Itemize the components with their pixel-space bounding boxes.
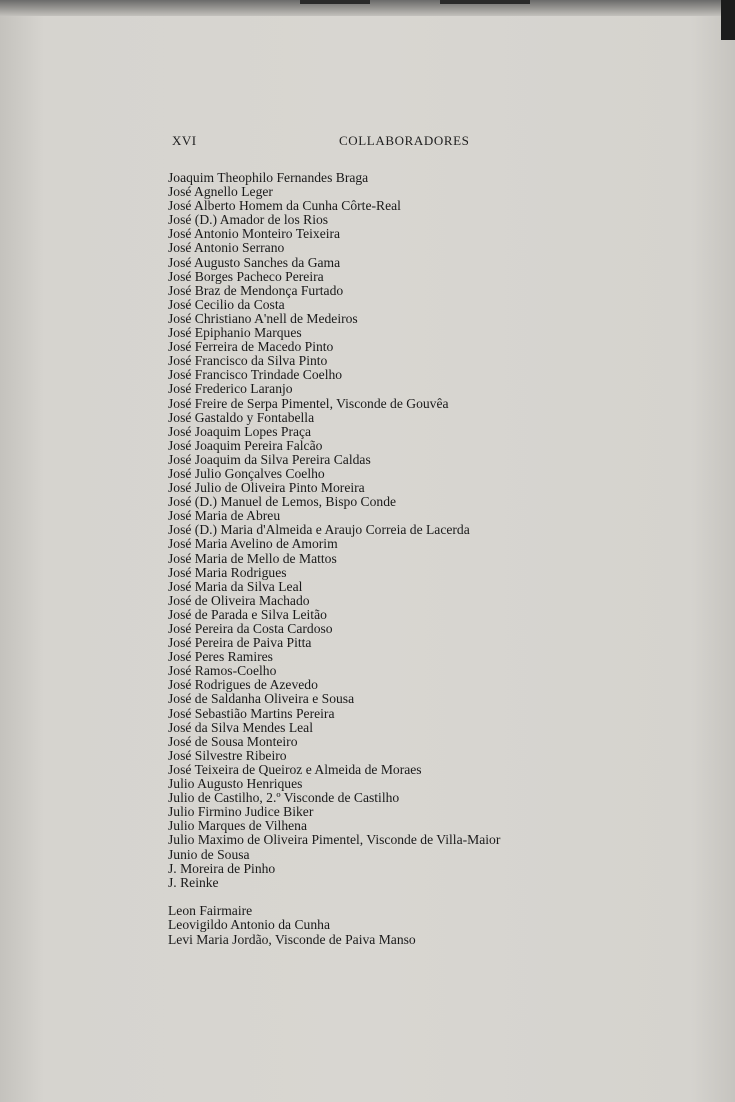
contributor-name: José de Oliveira Machado [168,592,310,608]
contributors-list [168,171,688,947]
contributor-name: Joaquim Theophilo Fernandes Braga [168,170,369,185]
contributor-name: Levi Maria Jordão, Visconde de Paiva Manso [168,931,416,947]
contributor-name: Julio Marques de Vilhena [168,818,307,834]
contributor-name: José (D.) Amador de los Rios [168,212,329,228]
contributors-group-l [168,904,688,946]
contributor-name: José Cecilio da Costa [168,296,285,312]
section-title: COLLABORADORES [339,133,470,148]
contributor-name: J. Moreira de Pinho [168,860,276,876]
contributors-group-j [168,171,688,890]
contributor-name: José Pereira de Paiva Pitta [168,635,312,651]
contributor-name: José Alberto Homem da Cunha Côrte-Real [168,198,401,214]
contributor-name: Julio Augusto Henriques [168,776,303,792]
contributor-name: José Maria Rodrigues [168,564,287,580]
contributor-name: José de Saldanha Oliveira e Sousa [168,691,355,707]
contributor-name: Julio de Castilho, 2.º Visconde de Castilho [168,790,400,806]
contributor-name: José Gastaldo y Fontabella [168,409,315,425]
page-number: XVI [172,133,197,148]
page-corner-shadow [721,0,735,40]
contributor-name: José (D.) Maria d'Almeida e Araujo Correia de Lacerda [168,522,470,538]
contributor-name: José Sebastião Martins Pereira [168,705,335,721]
contributor-name: José Augusto Sanches da Gama [168,254,341,270]
contributor-name: José Joaquim Pereira Falcão [168,437,323,453]
contributor-name: José Borges Pacheco Pereira [168,268,324,284]
contributor-name: José Francisco da Silva Pinto [168,353,328,369]
contributor-name: José Epiphanio Marques [168,325,302,341]
contributor-name: José Rodrigues de Azevedo [168,677,318,693]
contributor-name: José Christiano A'nell de Medeiros [168,310,358,326]
contributor-name: José Joaquim Lopes Praça [168,423,312,439]
contributor-name: Leovigildo Antonio da Cunha [168,917,330,933]
contributor-name: Junio de Sousa [168,846,250,862]
contributor-name: José de Parada e Silva Leitão [168,606,327,622]
contributor-name: José Peres Ramires [168,649,273,665]
contributor-name: José Francisco Trindade Coelho [168,367,343,383]
contributor-name: José Julio Gonçalves Coelho [168,465,325,481]
contributor-name: José Teixeira de Queiroz e Almeida de Moraes [168,761,422,777]
contributor-name: José Ferreira de Macedo Pinto [168,339,334,355]
contributor-name: José Antonio Serrano [168,240,285,256]
contributor-name: José Pereira da Costa Cardoso [168,621,333,636]
contributor-name: José Maria da Silva Leal [168,578,303,594]
contributor-name: José Maria de Mello de Mattos [168,550,337,566]
contributor-name: J. Reinke [168,874,219,890]
contributor-name: José Maria Avelino de Amorim [168,536,338,552]
contributor-name: José Joaquim da Silva Pereira Caldas [168,451,371,467]
contributor-name: José Agnello Leger [168,184,273,200]
contributor-name: José Maria de Abreu [168,508,281,524]
contributor-name: José Antonio Monteiro Teixeira [168,226,341,242]
contributor-name: José da Silva Mendes Leal [168,719,313,735]
contributor-name: José Silvestre Ribeiro [168,747,287,763]
contributor-name: Leon Fairmaire [168,903,253,919]
page-top-edge [0,0,735,16]
group-spacer [168,890,688,905]
binding-mark [300,0,370,4]
contributor-name: José Frederico Laranjo [168,381,293,397]
running-head [172,133,502,151]
binding-mark [440,0,530,4]
contributor-name: José de Sousa Monteiro [168,733,298,749]
contributor-name: José Braz de Mendonça Furtado [168,282,344,298]
contributor-name: Julio Firmino Judice Biker [168,804,314,820]
contributor-name: José Julio de Oliveira Pinto Moreira [168,480,365,496]
contributor-name: José Ramos-Coelho [168,663,277,679]
contributor-name: José Freire de Serpa Pimentel, Visconde de Gouvêa [168,395,449,411]
contributor-name: Julio Maximo de Oliveira Pimentel, Visconde de Villa-Maior [168,832,501,848]
contributor-name: José (D.) Manuel de Lemos, Bispo Conde [168,494,397,510]
